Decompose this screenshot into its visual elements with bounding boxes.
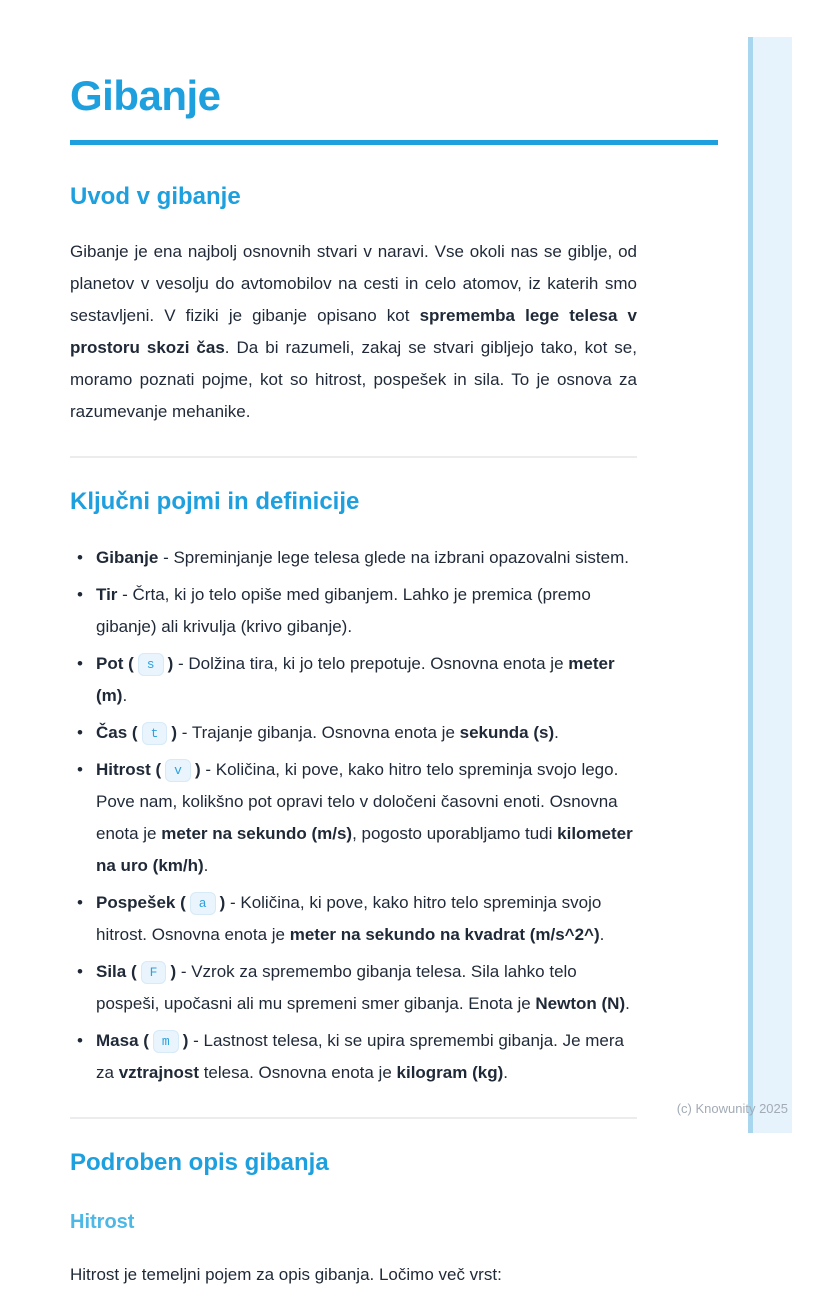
bold-text: Hitrost ( bbox=[96, 760, 162, 779]
bold-text: Masa ( bbox=[96, 1031, 149, 1050]
section-heading-detail: Podroben opis gibanja bbox=[70, 1149, 329, 1176]
bold-text: Pospešek ( bbox=[96, 893, 186, 912]
bold-text: Čas ( bbox=[96, 723, 138, 742]
page-footer: (c) Knowunity 2025 bbox=[676, 1101, 788, 1116]
detail-paragraph: Hitrost je temeljni pojem za opis gibanja. Ločimo več vrst: bbox=[70, 1265, 502, 1284]
section-heading-intro: Uvod v gibanje bbox=[70, 183, 241, 210]
bold-text: Tir bbox=[96, 585, 118, 604]
bold-text: Gibanje bbox=[96, 548, 159, 567]
bold-text: ) bbox=[219, 893, 226, 912]
bold-text: ) bbox=[171, 723, 178, 742]
list-item: • Masa ( m ) - Lastnost telesa, ki se upira spremembi gibanja. Je mera za vztrajnost telesa. Osnovna enota je kilogram (kg). bbox=[96, 1025, 637, 1089]
bold-text: ) bbox=[182, 1031, 189, 1050]
symbol-badge: v bbox=[165, 759, 191, 782]
bold-text: kilometer na uro (km/h) bbox=[96, 824, 633, 875]
subsection-heading-hitrost: Hitrost bbox=[70, 1211, 135, 1233]
symbol-badge: s bbox=[138, 653, 164, 676]
symbol-badge: t bbox=[142, 722, 168, 745]
list-item: • Pospešek ( a ) - Količina, ki pove, kako hitro telo spreminja svojo hitrost. Osnovna enota je meter na sekundo na kvadrat (m/s^2^). bbox=[96, 887, 637, 951]
symbol-badge: F bbox=[141, 961, 167, 984]
bold-text: ) bbox=[194, 760, 201, 779]
list-item: • Sila ( F ) - Vzrok za spremembo gibanja telesa. Sila lahko telo pospeši, upočasni ali mu spremeni smer gibanja. Enota je Newton (N). bbox=[96, 956, 637, 1020]
intro-paragraph: Gibanje je ena najbolj osnovnih stvari v naravi. Vse okoli nas se giblje, od planetov v vesolju do avtomobilov na cesti in celo atomov, iz katerih smo sestavljeni. V fiziki je gibanje opisano kot sprememba lege telesa v prostoru skozi čas. Da bi razumeli, zakaj se stvari gibljejo tako, kot se, moramo poznati pojme, kot so hitrost, pospešek in sila. To je osnova za razumevanje mehanike. bbox=[70, 242, 638, 421]
symbol-badge: a bbox=[190, 892, 216, 915]
bold-text: Newton (N) bbox=[535, 994, 626, 1013]
bold-text: meter (m) bbox=[96, 654, 615, 705]
list-item: • Tir - Črta, ki jo telo opiše med gibanjem. Lahko je premica (premo gibanje) ali krivulja (krivo gibanje). bbox=[96, 579, 637, 643]
list-item: • Gibanje - Spreminjanje lege telesa glede na izbrani opazovalni sistem. bbox=[96, 542, 637, 574]
document-content bbox=[70, 0, 718, 1291]
concepts-list bbox=[70, 542, 637, 1089]
bold-text: sekunda (s) bbox=[459, 723, 555, 742]
title-rule bbox=[70, 140, 718, 145]
page-edge-strip bbox=[748, 37, 792, 1133]
bold-text: meter na sekundo na kvadrat (m/s^2^) bbox=[289, 925, 600, 944]
bold-text: vztrajnost bbox=[118, 1063, 199, 1082]
bold-text: meter na sekundo (m/s) bbox=[161, 824, 353, 843]
list-item: • Hitrost ( v ) - Količina, ki pove, kako hitro telo spreminja svojo lego. Pove nam, kolikšno pot opravi telo v določeni časovni enoti. Osnovna enota je meter na sekundo (m/s), pogosto uporabljamo tudi kilometer na uro (km/h). bbox=[96, 754, 637, 882]
section-divider-1 bbox=[70, 456, 637, 458]
section-heading-concepts: Ključni pojmi in definicije bbox=[70, 488, 360, 515]
page-title: Gibanje bbox=[70, 72, 221, 119]
bold-text: ) bbox=[170, 962, 177, 981]
bold-text: Sila ( bbox=[96, 962, 137, 981]
section-divider-2 bbox=[70, 1117, 637, 1119]
list-item: • Čas ( t ) - Trajanje gibanja. Osnovna enota je sekunda (s). bbox=[96, 717, 637, 749]
bold-text: Pot ( bbox=[96, 654, 134, 673]
bold-text: sprememba lege telesa v prostoru skozi čas bbox=[70, 306, 638, 357]
list-item: • Pot ( s ) - Dolžina tira, ki jo telo prepotuje. Osnovna enota je meter (m). bbox=[96, 648, 637, 712]
bold-text: ) bbox=[167, 654, 174, 673]
bold-text: kilogram (kg) bbox=[396, 1063, 504, 1082]
symbol-badge: m bbox=[153, 1030, 179, 1053]
